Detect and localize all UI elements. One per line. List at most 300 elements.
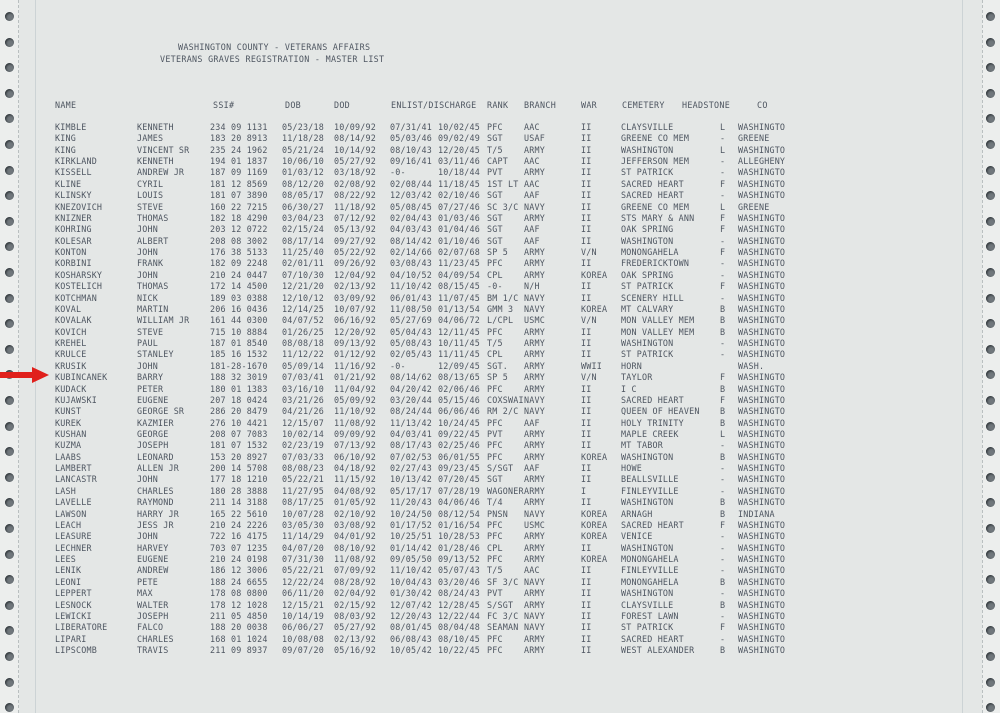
- cell-county: WASHINGTO: [738, 235, 786, 246]
- cell-war: II: [581, 178, 592, 189]
- cell-ssn: 165 22 5610: [210, 508, 268, 519]
- cell-county: WASHINGTO: [738, 144, 786, 155]
- tractor-hole: [986, 396, 995, 405]
- cell-cemetery: ST PATRICK: [621, 349, 674, 360]
- cell-county: WASHINGTO: [738, 451, 786, 462]
- cell-branch: AAF: [524, 417, 540, 428]
- cell-county: WASHINGTO: [738, 610, 786, 621]
- cell-war: II: [581, 576, 592, 587]
- cell-first-name: EUGENE: [137, 554, 169, 565]
- cell-dob: 03/21/26: [282, 394, 324, 405]
- cell-cemetery: MON VALLEY MEM: [621, 315, 695, 326]
- cell-discharge-date: 07/27/46: [438, 201, 480, 212]
- col-header-cemetery: CEMETERY: [622, 100, 665, 110]
- cell-discharge-date: 11/23/45: [438, 258, 480, 269]
- cell-war: II: [581, 281, 592, 292]
- cell-enlist-date: 02/27/43: [390, 463, 432, 474]
- tractor-hole: [986, 217, 995, 226]
- cell-last-name: LAABS: [55, 451, 82, 462]
- cell-rank: PFC: [487, 633, 503, 644]
- cell-dod: 05/09/92: [334, 394, 376, 405]
- tractor-hole: [5, 652, 14, 661]
- cell-discharge-date: 01/04/46: [438, 224, 480, 235]
- cell-rank: SEAMAN: [487, 622, 519, 633]
- cell-discharge-date: 12/09/45: [438, 360, 480, 371]
- tractor-hole: [986, 140, 995, 149]
- cell-dod: 09/13/92: [334, 338, 376, 349]
- cell-war: II: [581, 474, 592, 485]
- cell-headstone: F: [720, 281, 726, 292]
- cell-branch: ARMY: [524, 338, 545, 349]
- cell-war: V/N: [581, 247, 597, 258]
- cell-headstone: B: [720, 576, 726, 587]
- cell-war: II: [581, 349, 592, 360]
- cell-rank: T/4: [487, 497, 503, 508]
- cell-county: GREENE: [738, 201, 770, 212]
- cell-dob: 06/11/20: [282, 588, 324, 599]
- cell-war: II: [581, 144, 592, 155]
- cell-headstone: B: [720, 303, 726, 314]
- report-title-line-1: WASHINGTON COUNTY - VETERANS AFFAIRS: [178, 42, 371, 52]
- cell-headstone: F: [720, 519, 726, 530]
- cell-county: WASHINGTO: [738, 542, 786, 553]
- cell-enlist-date: 03/08/43: [390, 258, 432, 269]
- cell-county: WASHINGTO: [738, 565, 786, 576]
- cell-ssn: 234 09 1131: [210, 122, 268, 132]
- cell-enlist-date: 05/04/43: [390, 326, 432, 337]
- cell-last-name: KUBINCANEK: [55, 372, 108, 383]
- cell-cemetery: OAK SPRING: [621, 224, 674, 235]
- cell-dod: 02/10/92: [334, 508, 376, 519]
- cell-enlist-date: 06/08/43: [390, 633, 432, 644]
- cell-cemetery: CLAYSVILLE: [621, 599, 674, 610]
- tractor-hole: [5, 12, 14, 21]
- cell-cemetery: MONONGAHELA: [621, 247, 679, 258]
- cell-last-name: KUNST: [55, 406, 82, 417]
- cell-dod: 05/27/92: [334, 622, 376, 633]
- cell-enlist-date: 12/20/43: [390, 610, 432, 621]
- cell-rank: CAPT: [487, 156, 508, 167]
- cell-ssn: 187 09 1169: [210, 167, 268, 178]
- tractor-hole: [5, 268, 14, 277]
- cell-discharge-date: 03/11/46: [438, 156, 480, 167]
- cell-last-name: KORBINI: [55, 258, 92, 269]
- tractor-hole: [5, 294, 14, 303]
- cell-enlist-date: 12/07/42: [390, 599, 432, 610]
- cell-county: WASHINGTO: [738, 122, 786, 132]
- cell-enlist-date: 02/05/43: [390, 349, 432, 360]
- tractor-hole: [5, 473, 14, 482]
- cell-war: II: [581, 338, 592, 349]
- cell-discharge-date: 02/10/46: [438, 190, 480, 201]
- cell-enlist-date: 10/24/50: [390, 508, 432, 519]
- cell-discharge-date: 08/04/48: [438, 622, 480, 633]
- cell-enlist-date: 10/25/51: [390, 531, 432, 542]
- cell-ssn: 210 24 0447: [210, 269, 268, 280]
- cell-discharge-date: 06/01/55: [438, 451, 480, 462]
- cell-cemetery: MONONGAHELA: [621, 576, 679, 587]
- cell-rank: SGT: [487, 474, 503, 485]
- cell-ssn: 180 01 1383: [210, 383, 268, 394]
- cell-cemetery: HORN: [621, 360, 642, 371]
- cell-ssn: 194 01 1837: [210, 156, 268, 167]
- cell-headstone: B: [720, 417, 726, 428]
- cell-dod: 11/18/92: [334, 201, 376, 212]
- cell-dod: 07/09/92: [334, 565, 376, 576]
- cell-rank: L/CPL: [487, 315, 514, 326]
- cell-ssn: 172 14 4500: [210, 281, 268, 292]
- cell-rank: T/5: [487, 338, 503, 349]
- cell-county: WASHINGTO: [738, 303, 786, 314]
- cell-war: KOREA: [581, 519, 608, 530]
- cell-war: II: [581, 428, 592, 439]
- cell-branch: NAVY: [524, 201, 545, 212]
- cell-enlist-date: 07/02/53: [390, 451, 432, 462]
- cell-war: KOREA: [581, 451, 608, 462]
- cell-war: II: [581, 406, 592, 417]
- tractor-hole: [986, 89, 995, 98]
- cell-discharge-date: 07/28/19: [438, 485, 480, 496]
- cell-war: II: [581, 463, 592, 474]
- cell-last-name: KNIZNER: [55, 212, 92, 223]
- cell-last-name: KING: [55, 144, 76, 155]
- cell-cemetery: CLAYSVILLE: [621, 122, 674, 132]
- tractor-hole: [986, 294, 995, 303]
- cell-dod: 07/13/92: [334, 440, 376, 451]
- tractor-hole: [5, 601, 14, 610]
- cell-war: II: [581, 497, 592, 508]
- cell-headstone: L: [720, 144, 726, 155]
- cell-enlist-date: 09/16/41: [390, 156, 432, 167]
- cell-rank: PFC: [487, 440, 503, 451]
- cell-dod: 06/10/92: [334, 451, 376, 462]
- cell-first-name: PETE: [137, 576, 158, 587]
- cell-ssn: 286 20 8479: [210, 406, 268, 417]
- cell-dob: 08/17/14: [282, 235, 324, 246]
- cell-first-name: EUGENE: [137, 394, 169, 405]
- cell-ssn: 168 01 1024: [210, 633, 268, 644]
- tractor-hole: [986, 550, 995, 559]
- cell-war: II: [581, 167, 592, 178]
- cell-rank: SGT: [487, 235, 503, 246]
- cell-enlist-date: 01/30/42: [390, 588, 432, 599]
- cell-cemetery: TAYLOR: [621, 372, 653, 383]
- cell-first-name: JOHN: [137, 224, 158, 235]
- cell-discharge-date: 06/06/46: [438, 406, 480, 417]
- cell-county: WASHINGTO: [738, 394, 786, 405]
- tractor-hole: [5, 140, 14, 149]
- cell-county: WASHINGTO: [738, 474, 786, 485]
- cell-dod: 11/15/92: [334, 474, 376, 485]
- cell-cemetery: ARNAGH: [621, 508, 653, 519]
- cell-first-name: ANDREW JR: [137, 167, 185, 178]
- cell-branch: ARMY: [524, 372, 545, 383]
- cell-dod: 09/27/92: [334, 235, 376, 246]
- cell-dod: 05/27/92: [334, 156, 376, 167]
- cell-discharge-date: 09/02/49: [438, 133, 480, 144]
- cell-rank: CPL: [487, 542, 503, 553]
- cell-dod: 05/16/92: [334, 645, 376, 656]
- cell-enlist-date: 09/05/50: [390, 554, 432, 565]
- cell-ssn: 188 20 0038: [210, 622, 268, 633]
- tractor-hole: [5, 524, 14, 533]
- cell-first-name: JOHN: [137, 474, 158, 485]
- cell-enlist-date: 08/01/45: [390, 622, 432, 633]
- cell-first-name: HARRY JR: [137, 508, 179, 519]
- cell-first-name: RAYMOND: [137, 497, 174, 508]
- cell-branch: NAVY: [524, 394, 545, 405]
- cell-first-name: LEONARD: [137, 451, 174, 462]
- col-header-ssn: SSI#: [213, 100, 235, 110]
- cell-war: II: [581, 394, 592, 405]
- cell-first-name: JOSEPH: [137, 440, 169, 451]
- cell-cemetery: WASHINGTON: [621, 542, 674, 553]
- cell-headstone: L: [720, 201, 726, 212]
- cell-headstone: -: [720, 167, 726, 178]
- cell-dod: 12/20/92: [334, 326, 376, 337]
- cell-ssn: 211 05 4850: [210, 610, 268, 621]
- cell-dod: 11/08/92: [334, 417, 376, 428]
- cell-enlist-date: 05/08/45: [390, 201, 432, 212]
- col-header-rank: RANK: [487, 100, 509, 110]
- cell-dob: 07/03/33: [282, 451, 324, 462]
- cell-county: WASHINGTO: [738, 258, 786, 269]
- cell-discharge-date: 10/28/53: [438, 531, 480, 542]
- cell-first-name: KENNETH: [137, 122, 174, 132]
- cell-discharge-date: 08/12/54: [438, 508, 480, 519]
- cell-dob: 04/07/52: [282, 315, 324, 326]
- cell-rank: WAGONER: [487, 485, 524, 496]
- cell-headstone: F: [720, 224, 726, 235]
- cell-ssn: 182 09 2248: [210, 258, 268, 269]
- cell-rank: PFC: [487, 531, 503, 542]
- cell-county: WASHINGTO: [738, 645, 786, 656]
- cell-branch: NAVY: [524, 508, 545, 519]
- tractor-hole: [5, 166, 14, 175]
- cell-ssn: 203 12 0722: [210, 224, 268, 235]
- cell-last-name: LIBERATORE: [55, 622, 108, 633]
- cell-first-name: CHARLES: [137, 485, 174, 496]
- cell-discharge-date: 01/16/54: [438, 519, 480, 530]
- tractor-hole: [5, 550, 14, 559]
- cell-first-name: BARRY: [137, 372, 164, 383]
- cell-war: WWII: [581, 360, 602, 371]
- cell-county: WASHINGTO: [738, 326, 786, 337]
- cell-cemetery: ST PATRICK: [621, 167, 674, 178]
- cell-dod: 08/10/92: [334, 542, 376, 553]
- cell-county: WASHINGTO: [738, 315, 786, 326]
- cell-dod: 01/12/92: [334, 349, 376, 360]
- col-header-co: CO: [757, 100, 768, 110]
- cell-war: II: [581, 258, 592, 269]
- cell-county: WASHINGTO: [738, 497, 786, 508]
- cell-branch: ARMY: [524, 588, 545, 599]
- cell-rank: RM 2/C: [487, 406, 519, 417]
- tractor-hole: [986, 652, 995, 661]
- cell-ssn: 206 16 0436: [210, 303, 268, 314]
- cell-enlist-date: 01/17/52: [390, 519, 432, 530]
- cell-branch: NAVY: [524, 622, 545, 633]
- tractor-hole: [986, 38, 995, 47]
- cell-last-name: LESNOCK: [55, 599, 92, 610]
- cell-cemetery: WASHINGTON: [621, 497, 674, 508]
- cell-war: KOREA: [581, 531, 608, 542]
- cell-discharge-date: 10/22/45: [438, 645, 480, 656]
- cell-discharge-date: 02/07/68: [438, 247, 480, 258]
- cell-enlist-date: 05/03/46: [390, 133, 432, 144]
- cell-headstone: B: [720, 508, 726, 519]
- cell-war: II: [581, 588, 592, 599]
- cell-enlist-date: 08/17/43: [390, 440, 432, 451]
- cell-headstone: -: [720, 542, 726, 553]
- cell-rank: S/SGT: [487, 463, 514, 474]
- cell-dob: 11/25/40: [282, 247, 324, 258]
- cell-last-name: KUDACK: [55, 383, 87, 394]
- cell-cemetery: GREENE CO MEM: [621, 133, 690, 144]
- cell-headstone: -: [720, 610, 726, 621]
- cell-dod: 08/14/92: [334, 133, 376, 144]
- cell-war: II: [581, 122, 592, 132]
- cell-dob: 08/12/20: [282, 178, 324, 189]
- cell-discharge-date: 01/10/46: [438, 235, 480, 246]
- cell-county: WASHINGTO: [738, 531, 786, 542]
- cell-cemetery: OAK SPRING: [621, 269, 674, 280]
- cell-dob: 08/08/18: [282, 338, 324, 349]
- cell-enlist-date: 10/13/42: [390, 474, 432, 485]
- cell-dob: 10/14/19: [282, 610, 324, 621]
- cell-branch: ARMY: [524, 383, 545, 394]
- cell-discharge-date: 04/06/72: [438, 315, 480, 326]
- cell-branch: ARMY: [524, 485, 545, 496]
- cell-discharge-date: 01/28/46: [438, 542, 480, 553]
- cell-discharge-date: 02/25/46: [438, 440, 480, 451]
- cell-last-name: LEWICKI: [55, 610, 92, 621]
- tractor-hole: [5, 217, 14, 226]
- fold-line: [962, 0, 963, 713]
- cell-branch: NAVY: [524, 610, 545, 621]
- cell-ssn: 207 18 0424: [210, 394, 268, 405]
- cell-dod: 07/12/92: [334, 212, 376, 223]
- cell-cemetery: SACRED HEART: [621, 394, 684, 405]
- tractor-hole: [986, 166, 995, 175]
- col-header-dob: DOB: [285, 100, 302, 110]
- cell-discharge-date: 07/20/45: [438, 474, 480, 485]
- cell-war: I: [581, 485, 587, 496]
- cell-last-name: LECHNER: [55, 542, 92, 553]
- cell-dob: 11/12/22: [282, 349, 324, 360]
- cell-discharge-date: 09/13/52: [438, 554, 480, 565]
- cell-discharge-date: 12/28/45: [438, 599, 480, 610]
- cell-rank: SC 3/C: [487, 201, 519, 212]
- cell-war: II: [581, 645, 592, 656]
- cell-dob: 12/15/07: [282, 417, 324, 428]
- cell-ssn: 176 38 5133: [210, 247, 268, 258]
- cell-rank: SGT: [487, 224, 503, 235]
- cell-last-name: KOVICH: [55, 326, 87, 337]
- cell-cemetery: WASHINGTON: [621, 588, 674, 599]
- cell-ssn: 181 07 3890: [210, 190, 268, 201]
- cell-discharge-date: 01/13/54: [438, 303, 480, 314]
- cell-first-name: JOSEPH: [137, 610, 169, 621]
- cell-branch: AAC: [524, 178, 540, 189]
- cell-rank: PFC: [487, 122, 503, 132]
- cell-headstone: -: [720, 338, 726, 349]
- cell-first-name: MARTIN: [137, 303, 169, 314]
- cell-last-name: KUREK: [55, 417, 82, 428]
- cell-last-name: KOSTELICH: [55, 281, 103, 292]
- cell-cemetery: HOWE: [621, 463, 642, 474]
- cell-first-name: STANLEY: [137, 349, 174, 360]
- cell-first-name: TRAVIS: [137, 645, 169, 656]
- cell-last-name: KIMBLE: [55, 122, 87, 132]
- cell-war: II: [581, 565, 592, 576]
- cell-war: KOREA: [581, 554, 608, 565]
- cell-dob: 10/08/08: [282, 633, 324, 644]
- cell-county: INDIANA: [738, 508, 775, 519]
- cell-first-name: ALBERT: [137, 235, 169, 246]
- cell-headstone: -: [720, 235, 726, 246]
- cell-cemetery: WASHINGTON: [621, 451, 674, 462]
- cell-county: WASHINGTO: [738, 406, 786, 417]
- cell-branch: AAF: [524, 235, 540, 246]
- cell-headstone: -: [720, 269, 726, 280]
- cell-county: WASHINGTO: [738, 417, 786, 428]
- tractor-hole: [5, 345, 14, 354]
- cell-first-name: JAMES: [137, 133, 164, 144]
- cell-enlist-date: 08/10/43: [390, 144, 432, 155]
- cell-enlist-date: -0-: [390, 167, 406, 178]
- cell-dob: 01/03/12: [282, 167, 324, 178]
- cell-branch: ARMY: [524, 633, 545, 644]
- cell-ssn: 235 24 1962: [210, 144, 268, 155]
- cell-first-name: ALLEN JR: [137, 463, 179, 474]
- cell-dod: 10/14/92: [334, 144, 376, 155]
- cell-dob: 11/18/28: [282, 133, 324, 144]
- cell-discharge-date: 10/24/45: [438, 417, 480, 428]
- cell-cemetery: HOLY TRINITY: [621, 417, 684, 428]
- cell-branch: ARMY: [524, 645, 545, 656]
- cell-headstone: B: [720, 599, 726, 610]
- cell-enlist-date: 05/27/69: [390, 315, 432, 326]
- cell-dod: 02/13/92: [334, 281, 376, 292]
- cell-branch: ARMY: [524, 144, 545, 155]
- cell-dob: 06/06/27: [282, 622, 324, 633]
- cell-last-name: KOLESAR: [55, 235, 92, 246]
- cell-branch: AAF: [524, 224, 540, 235]
- cell-first-name: GEORGE: [137, 428, 169, 439]
- cell-county: GREENE: [738, 133, 770, 144]
- cell-discharge-date: 11/18/45: [438, 178, 480, 189]
- cell-dod: 01/05/92: [334, 497, 376, 508]
- cell-dod: 11/10/92: [334, 406, 376, 417]
- cell-headstone: F: [720, 372, 726, 383]
- cell-war: II: [581, 440, 592, 451]
- cell-headstone: F: [720, 622, 726, 633]
- cell-cemetery: FINLEYVILLE: [621, 485, 679, 496]
- cell-cemetery: SACRED HEART: [621, 178, 684, 189]
- cell-branch: USMC: [524, 519, 545, 530]
- cell-enlist-date: 04/20/42: [390, 383, 432, 394]
- cell-discharge-date: 08/24/43: [438, 588, 480, 599]
- cell-branch: NAVY: [524, 576, 545, 587]
- cell-first-name: WALTER: [137, 599, 169, 610]
- cell-dob: 05/09/14: [282, 360, 324, 371]
- col-header-dod: DOD: [334, 100, 351, 110]
- cell-dob: 12/15/21: [282, 599, 324, 610]
- cell-headstone: -: [720, 463, 726, 474]
- cell-ssn: 185 16 1532: [210, 349, 268, 360]
- cell-last-name: KOHRING: [55, 224, 92, 235]
